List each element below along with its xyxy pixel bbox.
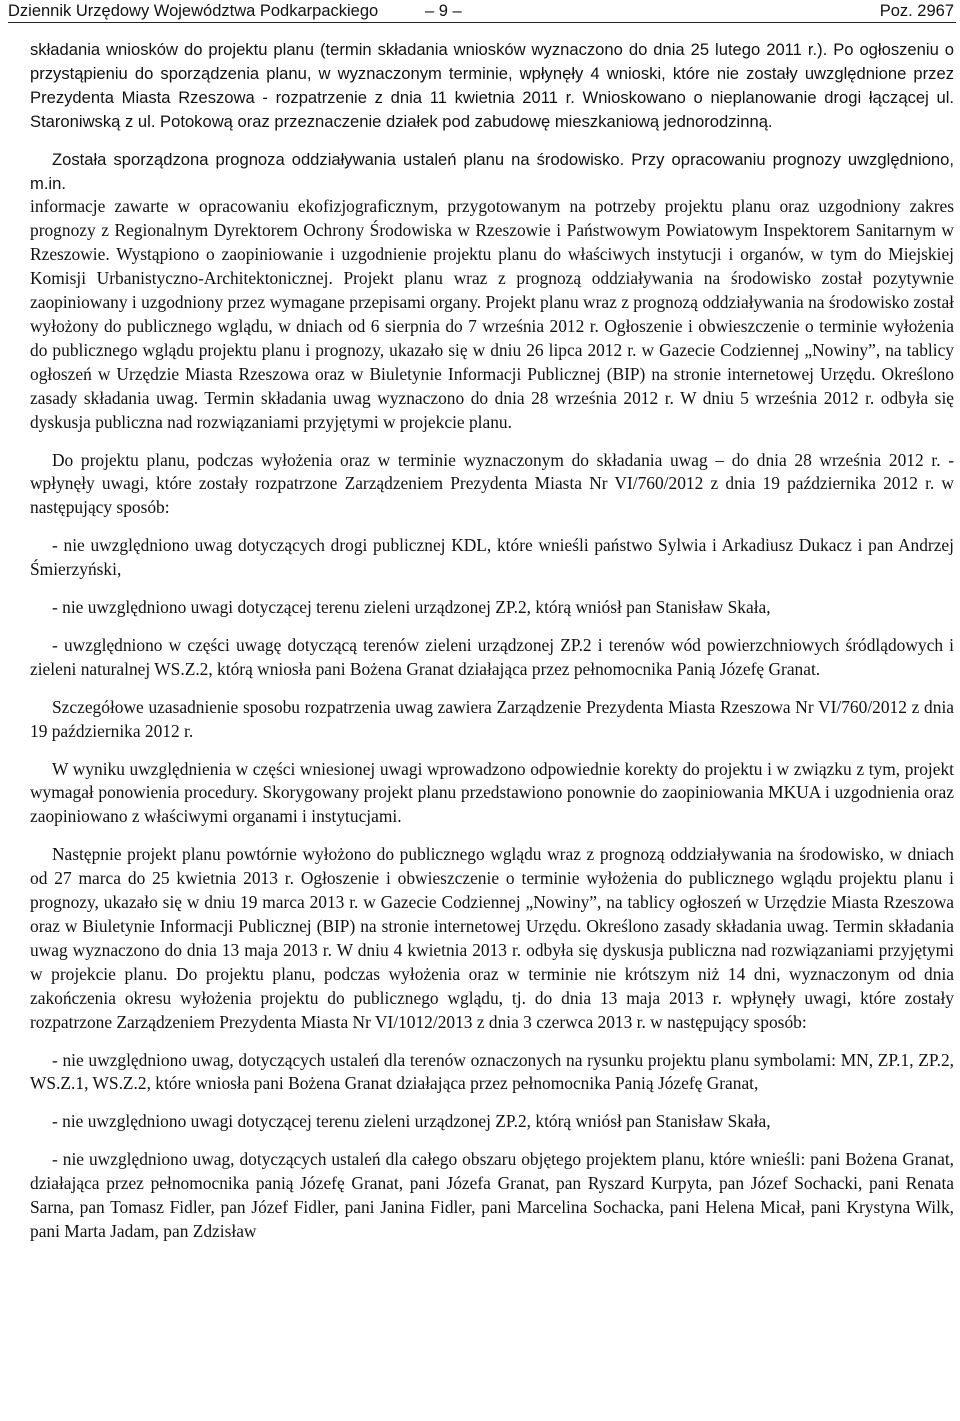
paragraph: Szczegółowe uzasadnienie sposobu rozpatrzenia uwag zawiera Zarządzenie Prezydenta Miasta Rzeszowa Nr VI/760/2012 z dnia 19 października 2012 r.: [30, 696, 954, 741]
list-item: - nie uwzględniono uwag dotyczących drogi publicznej KDL, które wnieśli państwo Sylwia i Arkadiusz Dukacz i pan Andrzej Śmierzyński,: [30, 535, 954, 580]
list-item: - nie uwzględniono uwagi dotyczącej terenu zieleni urządzonej ZP.2, którą wniósł pan Stanisław Skała,: [52, 597, 771, 618]
paragraph: Została sporządzona prognoza oddziaływania ustaleń planu na środowisko. Przy opracowaniu prognozy uwzględniono, m.in.: [30, 149, 954, 193]
paragraph: W wyniku uwzględnienia w części wniesionej uwagi wprowadzono odpowiednie korekty do projektu i w związku z tym, projekt wymagał ponowienia procedury. Skorygowany projekt planu przedstawiono ponownie do zaopiniowania MKUA i uzgodnienia oraz zaopiniowano z właściwymi organami i instytucjami.: [30, 758, 954, 827]
list-item: - nie uwzględniono uwag, dotyczących ustaleń dla całego obszaru objętego projektem planu, które wnieśli: pani Bożena Granat, działająca przez pełnomocnika panią Józefę Granat, pani Józefa Granat, pan Ryszard Kurpyta, pan Józef Sochacki, pani Renata Sarna, pan Tomasz Fidler, pan Józef Fidler, pani Janina Fidler, pani Marcelina Sochacka, pani Helena Micał, pani Krystyna Wilk, pani Marta Jadam, pan Zdzisław: [30, 1149, 954, 1241]
page-header: [8, 0, 956, 26]
header-rule: [8, 22, 956, 23]
paragraph: Następnie projekt planu powtórnie wyłożono do publicznego wglądu wraz z prognozą oddziaływania na środowisko, w dniach od 27 marca do 25 kwietnia 2013 r. Ogłoszenie i obwieszczenie o terminie wyłożenia do publicznego wglądu projektu planu i prognozy, ukazało się w dniu 19 marca 2013 r. w Gazecie Codziennej „Nowiny”, na tablicy ogłoszeń w Urzędzie Miasta Rzeszowa oraz w Biuletynie Informacji Publicznej (BIP) na stronie internetowej Urzędu. Określono zasady składania uwag. Termin składania uwag wyznaczono do dnia 13 maja 2013 r. W dniu 4 kwietnia 2013 r. odbyła się dyskusja publiczna nad rozwiązaniami przyjętymi w projekcie planu. Do projektu planu, podczas wyłożenia oraz w terminie nie krótszym niż 14 dni, wyznaczonym od dnia zakończenia okresu wyłożenia projektu do publicznego wglądu, tj. do dnia 13 maja 2013 r. wpłynęły uwagi, które zostały rozpatrzone Zarządzeniem Prezydenta Miasta Nr VI/1012/2013 z dnia 3 czerwca 2013 r. w następujący sposób:: [30, 844, 954, 1032]
list-item: - uwzględniono w części uwagę dotyczącą terenów zieleni urządzonej ZP.2 i terenów wód powierzchniowych śródlądowych i zieleni naturalnej WS.Z.2, którą wniosła pani Bożena Granat działająca przez pełnomocnika Panią Józefę Granat.: [30, 634, 954, 679]
document-body: [30, 38, 954, 1244]
position-number: Poz. 2967: [879, 2, 954, 20]
paragraph: składania wniosków do projektu planu (termin składania wniosków wyznaczono do dnia 25 lutego 2011 r.). Po ogłoszeniu o przystąpieniu do sporządzenia planu, w wyznaczonym terminie, wpłynęły 4 wnioski, które nie zostały uwzględnione przez Prezydenta Miasta Rzeszowa - rozpatrzenie z dnia 11 kwietnia 2011 r. Wnioskowano o nieplanowanie drogi łączącej ul. Staroniwską z ul. Potokową oraz przeznaczenie działek pod zabudowę mieszkaniową jednorodzinną.: [30, 40, 954, 131]
paragraph: informacje zawarte w opracowaniu ekofizjograficznym, przygotowanym na potrzeby projektu planu oraz uzgodniony zakres prognozy z Regionalnym Dyrektorem Ochrony Środowiska w Rzeszowie i Państwowym Powiatowym Inspektorem Sanitarnym w Rzeszowie. Wystąpiono o zaopiniowanie i uzgodnienie projektu planu do właściwych instytucji i organów, w tym do Miejskiej Komisji Urbanistyczno-Architektonicznej. Projekt planu wraz z prognozą oddziaływania na środowisko został pozytywnie zaopiniowany i uzgodniony przez wymagane przepisami organy. Projekt planu wraz z prognozą oddziaływania na środowisko został wyłożony do publicznego wglądu, w dniach od 6 sierpnia do 7 września 2012 r. Ogłoszenie i obwieszczenie o terminie wyłożenia do publicznego wglądu projektu planu i prognozy, ukazało się w dniu 26 lipca 2012 r. w Gazecie Codziennej „Nowiny”, na tablicy ogłoszeń w Urzędzie Miasta Rzeszowa oraz w Biuletynie Informacji Publicznej (BIP) na stronie internetowej Urzędu. Określono zasady składania uwag. Termin składania uwag wyznaczono do dnia 28 września 2012 r. W dniu 5 września 2012 r. odbyła się dyskusja publiczna nad rozwiązaniami przyjętymi w projekcie planu.: [30, 196, 954, 432]
journal-title: Dziennik Urzędowy Województwa Podkarpackiego: [8, 2, 379, 20]
page-number: – 9 –: [425, 2, 462, 20]
list-item: - nie uwzględniono uwag, dotyczących ustaleń dla terenów oznaczonych na rysunku projektu planu symbolami: MN, ZP.1, ZP.2, WS.Z.1, WS.Z.2, które wniosła pani Bożena Granat działająca przez pełnomocnika Panią Józefę Granat,: [30, 1049, 954, 1094]
paragraph: Do projektu planu, podczas wyłożenia oraz w terminie wyznaczonym do składania uwag – do dnia 28 września 2012 r. - wpłynęły uwagi, które zostały rozpatrzone Zarządzeniem Prezydenta Miasta Nr VI/760/2012 z dnia 19 października 2012 r. w następujący sposób:: [30, 449, 954, 518]
list-item: - nie uwzględniono uwagi dotyczącej terenu zieleni urządzonej ZP.2, którą wniósł pan Stanisław Skała,: [52, 1111, 771, 1132]
